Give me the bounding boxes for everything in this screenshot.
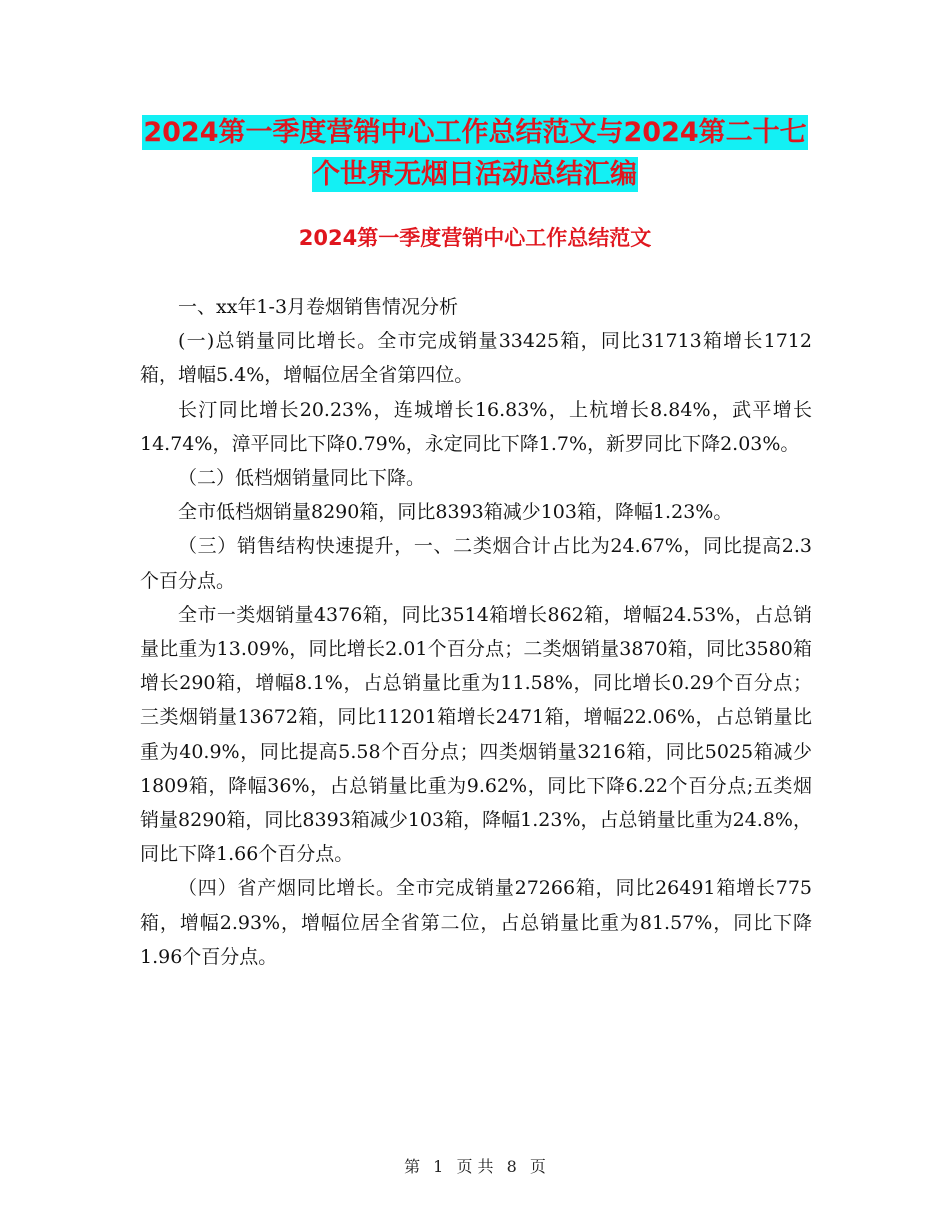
footer-middle: 页 共 [456,1157,494,1176]
main-title-line-2: 个世界无烟日活动总结汇编 [313,159,637,190]
paragraph: （二）低档烟销量同比下降。 [178,467,426,490]
page-footer [0,1154,950,1177]
footer-page-number: 1 [433,1157,444,1176]
footer-suffix: 页 [529,1157,546,1176]
paragraph: （三）销售结构快速提升，一、二类烟合计占比为24.67%，同比提高2.3个百分点。 [140,535,812,592]
paragraph: （四）省产烟同比增长。全市完成销量27266箱，同比26491箱增长775箱，增幅2.93%，增幅位居全省第二位，占总销量比重为81.57%，同比下降1.96个百分点。 [140,877,812,968]
paragraph: 长汀同比增长20.23%，连城增长16.83%，上杭增长8.84%，武平增长14.74%，漳平同比下降0.79%，永定同比下降1.7%，新罗同比下降2.03%。 [140,398,812,455]
paragraph: 全市一类烟销量4376箱，同比3514箱增长862箱，增幅24.53%，占总销量比重为13.09%，同比增长2.01个百分点；二类烟销量3870箱，同比3580箱增长290箱，增幅8.1%，占总销量比重为11.58%，同比增长0.29个百分点；三类烟销量13672箱，同比11201箱增长2471箱，增幅22.06%，占总销量比重为40.9%，同比提高5.58个百分点；四类烟销量3216箱，同比5025箱减少1809箱，降幅36%，占总销量比重为9.62%，同比下降6.22个百分点;五类烟销量8290箱，同比8393箱减少103箱，降幅1.23%，占总销量比重为24.8%，同比下降1.66个百分点。 [140,603,812,866]
footer-total-pages: 8 [506,1157,517,1176]
main-title-line-1: 2024第一季度营销中心工作总结范文与2024第二十七 [143,117,807,148]
paragraph: 全市低档烟销量8290箱，同比8393箱减少103箱，降幅1.23%。 [178,501,733,524]
footer-prefix: 第 [404,1157,421,1176]
document-main-title [140,112,810,196]
document-body [140,290,812,974]
paragraph-heading-1: 一、xx年1-3月卷烟销售情况分析 [178,296,459,318]
section-title: 2024第一季度营销中心工作总结范文 [298,226,652,250]
paragraph: (一)总销量同比增长。全市完成销量33425箱，同比31713箱增长1712箱，增幅5.4%，增幅位居全省第四位。 [140,330,812,387]
